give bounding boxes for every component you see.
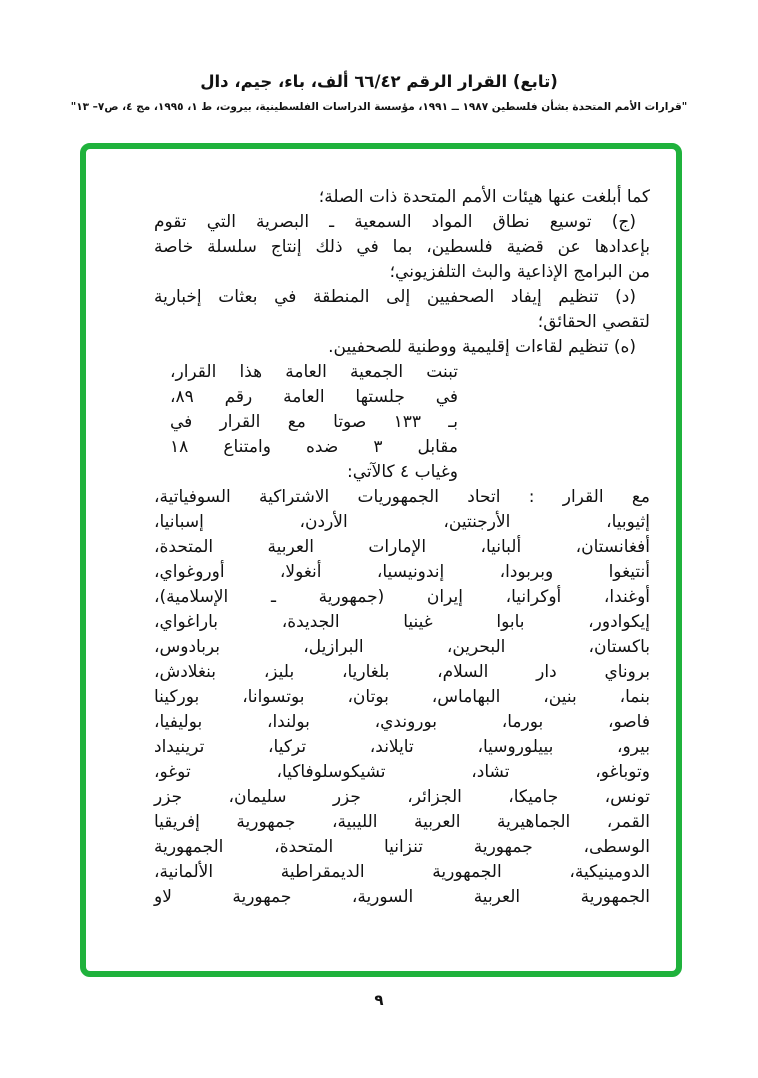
document-line: بنما، بنين، البهاماس، بوتان، بوتسوانا، بوركينا <box>154 687 650 707</box>
document-line: في جلستها العامة رقم ٨٩، <box>170 387 458 407</box>
document-line: تونس، جاميكا، الجزائر، جزر سليمان، جزر <box>154 787 650 807</box>
document-line: بروناي دار السلام، بلغاريا، بليز، بنغلادش، <box>154 662 650 682</box>
document-line: بيرو، بييلوروسيا، تايلاند، تركيا، ترينيداد <box>154 737 650 757</box>
page-title: (تابع) القرار الرقم ٦٦/٤٢ ألف، باء، جيم، دال <box>200 72 558 91</box>
document-line: الدومينيكية، الجمهورية الديمقراطية الألمانية، <box>154 862 650 882</box>
document-line: (ه) تنظيم لقاءات إقليمية ووطنية للصحفيين. <box>328 337 636 357</box>
document-line: إيكوادور، بابوا غينيا الجديدة، باراغواي، <box>154 612 650 632</box>
document-line: (د) تنظيم إيفاد الصحفيين إلى المنطقة في بعثات إخبارية <box>154 287 636 307</box>
document-line: باكستان، البحرين، البرازيل، بربادوس، <box>154 637 650 657</box>
document-line: إثيوبيا، الأرجنتين، الأردن، إسبانيا، <box>154 512 650 532</box>
page-number: ٩ <box>374 991 384 1009</box>
document-line: القمر، الجماهيرية العربية الليبية، جمهورية إفريقيا <box>154 812 650 832</box>
document-body <box>86 149 676 910</box>
document-line: كما أبلغت عنها هيئات الأمم المتحدة ذات الصلة؛ <box>318 187 650 207</box>
document-line: بـ ١٣٣ صوتا مع القرار في <box>170 412 458 432</box>
document-line: الوسطى، جمهورية تنزانيا المتحدة، الجمهورية <box>154 837 650 857</box>
document-line: بإعدادها عن قضية فلسطين، بما في ذلك إنتاج سلسلة خاصة <box>154 237 650 257</box>
document-line: من البرامج الإذاعية والبث التلفزيوني؛ <box>389 262 650 282</box>
document-line: أفغانستان، ألبانيا، الإمارات العربية المتحدة، <box>154 537 650 557</box>
document-line: وغياب ٤ كالآتي: <box>347 462 458 482</box>
document-line: لتقصي الحقائق؛ <box>537 312 650 332</box>
highlight-box <box>80 143 682 977</box>
document-line: الجمهورية العربية السورية، جمهورية لاو <box>154 887 650 907</box>
document-line: أوغندا، أوكرانيا، إيران (جمهورية ـ الإسلامية)، <box>154 587 650 607</box>
source-citation: "قرارات الأمم المتحدة بشأن فلسطين ١٩٨٧ ــ ١٩٩١، مؤسسة الدراسات الفلسطينية، بيروت، ط ١، ١٩٩٥، مج ٤، ص٧– ١٣" <box>70 101 688 113</box>
document-line: مقابل ٣ ضده وامتناع ١٨ <box>170 437 458 457</box>
document-line: تبنت الجمعية العامة هذا القرار، <box>170 362 458 382</box>
document-line: (ج) توسيع نطاق المواد السمعية ـ البصرية التي تقوم <box>154 212 636 232</box>
document-line: وتوباغو، تشاد، تشيكوسلوفاكيا، توغو، <box>154 762 650 782</box>
document-line: مع القرار : اتحاد الجمهوريات الاشتراكية السوفياتية، <box>154 487 650 507</box>
document-line: أنتيغوا وبربودا، إندونيسيا، أنغولا، أوروغواي، <box>154 562 650 582</box>
document-line: فاصو، بورما، بوروندي، بولندا، بوليفيا، <box>154 712 650 732</box>
